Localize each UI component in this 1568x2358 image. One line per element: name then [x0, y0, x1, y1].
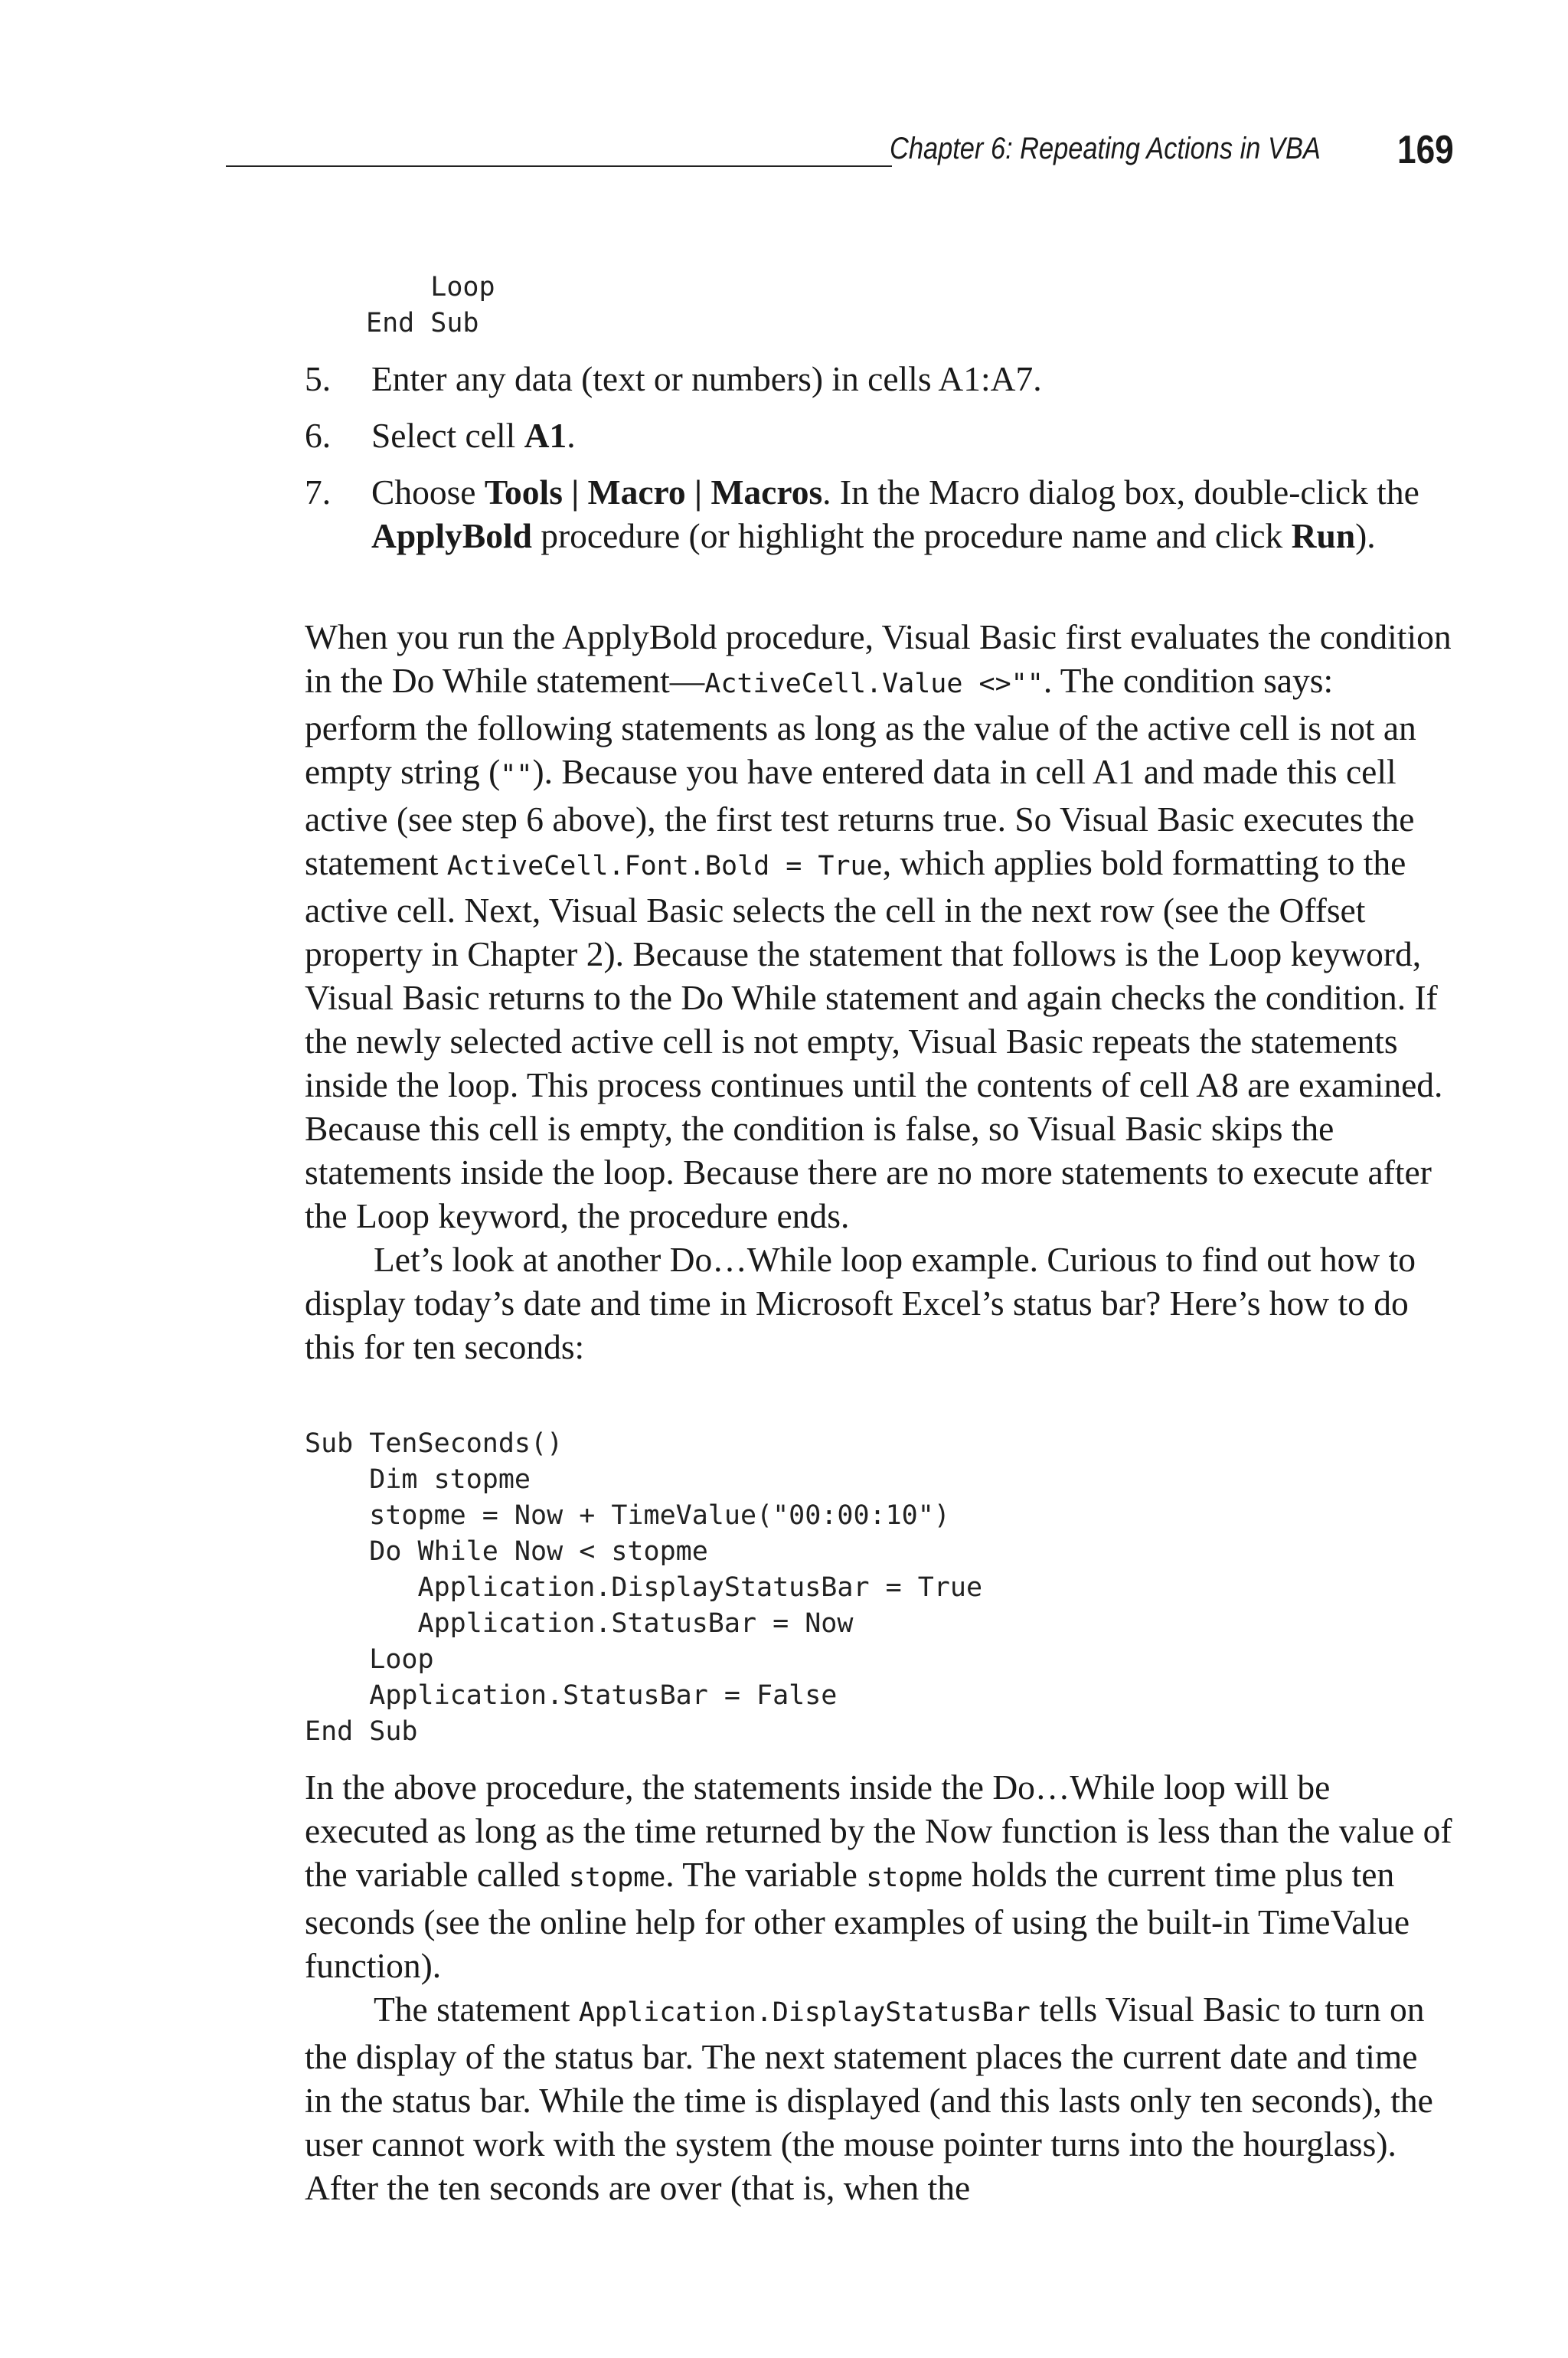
step-number: 7. — [305, 473, 332, 512]
step-number: 5. — [305, 359, 332, 398]
code-block-top: Loop End Sub — [366, 272, 495, 338]
steps-list — [305, 357, 1453, 558]
text-run: ). — [1355, 516, 1376, 555]
inline-code: ActiveCell.Value <>"" — [704, 669, 1044, 699]
paragraph — [305, 615, 1453, 1238]
bold-text: Tools | Macro | Macros — [484, 473, 823, 512]
code-block-tenseconds: Sub TenSeconds() Dim stopme stopme = Now + TimeValue("00:00:10") Do While Now < stopme Application.DisplayStatusBar = True Application.StatusBar = Now Loop Application.StatusBar = False End Sub — [305, 1428, 983, 1747]
text-run: Select cell — [371, 416, 524, 455]
text-run: In the above procedure, the statements inside the Do…While loop will be executed as long as the time returned by the Now function is less than the value of the variable called — [305, 1768, 1452, 1894]
step-text — [371, 357, 1453, 401]
step-number: 6. — [305, 416, 332, 455]
text-run: tells Visual Basic to turn on the display of the status bar. The next statement places the current date and time in the status bar. While the time is displayed (and this lasts only ten seconds), the user cannot work with the system (the mouse pointer turns into the hourglass). After the ten seconds are over (that is, when the — [305, 1990, 1433, 2207]
step-item — [305, 414, 1453, 457]
step-text — [371, 414, 1453, 457]
bold-text: A1 — [524, 416, 567, 455]
inline-code: Application.DisplayStatusBar — [578, 1997, 1031, 2028]
text-run: ). Because you have entered data in cell A1 and made this cell active (see step 6 above), the first test returns true. So Visual Basic executes the statement — [305, 752, 1415, 882]
inline-code: "" — [500, 760, 533, 790]
step-item — [305, 357, 1453, 401]
text-run: procedure (or highlight the procedure name and click — [531, 516, 1292, 555]
step-text — [371, 470, 1453, 558]
bold-text: ApplyBold — [371, 516, 532, 555]
text-run: . — [567, 416, 576, 455]
text-run: . The condition says: perform the following statements as long as the value of the active cell is not an empty string ( — [305, 661, 1416, 791]
text-run: The statement — [374, 1990, 579, 2029]
text-run: . In the Macro dialog box, double-click the — [822, 473, 1419, 512]
paragraph — [305, 1238, 1453, 1369]
body-paragraphs-2 — [305, 1765, 1453, 2209]
text-run: . The variable — [665, 1855, 867, 1894]
page-number: 169 — [1397, 128, 1454, 172]
text-run: Let’s look at another Do…While loop example. Curious to find out how to display today’s date and time in Microsoft Excel’s status bar? Here’s how to do this for ten seconds: — [305, 1240, 1416, 1366]
text-run: , which applies bold formatting to the active cell. Next, Visual Basic selects the cell in the next row (see the Offset property in Chapter 2). Because the statement that follows is the Loop keyword, Visual Basic returns to the Do While statement and again checks the condition. If the newly selected active cell is not empty, Visual Basic repeats the statements inside the loop. This process continues until the contents of cell A8 are examined. Because this cell is empty, the condition is false, so Visual Basic skips the statements inside the loop. Because there are no more statements to execute after the Loop keyword, the procedure ends. — [305, 843, 1443, 1235]
step-item — [305, 470, 1453, 558]
text-run: Enter any data (text or numbers) in cells A1:A7. — [371, 359, 1042, 398]
inline-code: ActiveCell.Font.Bold = True — [446, 851, 883, 881]
inline-code: stopme — [866, 1863, 963, 1893]
bold-text: Run — [1291, 516, 1356, 555]
text-run: Choose — [371, 473, 485, 512]
paragraph — [305, 1765, 1453, 1987]
text-run: When you run the ApplyBold procedure, Visual Basic first evaluates the condition in the Do While statement— — [305, 617, 1452, 700]
body-paragraphs-1 — [305, 615, 1453, 1369]
header-rule — [226, 165, 892, 167]
inline-code: stopme — [568, 1863, 666, 1893]
paragraph — [305, 1987, 1453, 2209]
text-run: holds the current time plus ten seconds (see the online help for other examples of using the built-in TimeValue function). — [305, 1855, 1410, 1985]
chapter-title: Chapter 6: Repeating Actions in VBA — [890, 132, 1321, 165]
